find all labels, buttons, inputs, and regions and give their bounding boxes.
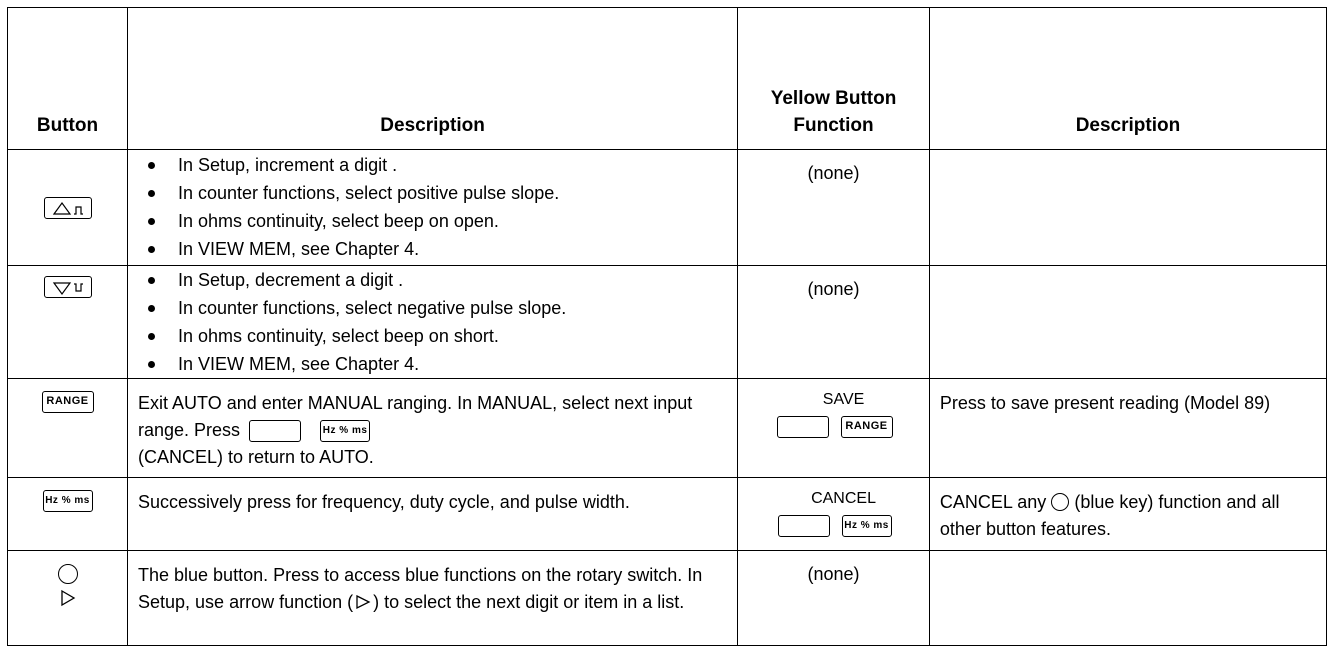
list-item: In Setup, decrement a digit . [138,266,727,294]
list-item: In Setup, increment a digit . [138,151,727,179]
table-row [8,150,1327,266]
header-row [8,8,1327,150]
header-description-2: Description [929,8,1326,150]
header-yellow-line2: Function [793,115,874,136]
yellow-function-cell [738,266,930,379]
button-cell [8,266,128,379]
description-cell: The blue button. Press to access blue functions on the rotary switch. In Setup, use arrow function ( ) to select the next digit or item in a list. [128,551,738,646]
table-row [8,478,1327,551]
list-item: In VIEW MEM, see Chapter 4. [138,350,727,378]
description-2-cell [929,266,1326,379]
description-cell: Successively press for frequency, duty cycle, and pulse width. [128,478,738,551]
range-key-icon: RANGE [841,416,893,438]
yellow-function-text: (none) [807,564,860,584]
header-button: Button [8,8,128,150]
yellow-blank-key-icon [778,515,830,537]
yellow-function-cell [738,379,930,478]
blue-circle-icon [58,564,78,584]
header-description: Description [128,8,738,150]
header-yellow-button-function [738,8,930,150]
hz-percent-ms-key-icon: Hz % ms [320,420,370,442]
range-description: Exit AUTO and enter MANUAL ranging. In MANUAL, select next input range. Press Hz % ms (CANCEL) to return to AUTO. [138,393,693,467]
description-2-cell: Press to save present reading (Model 89) [929,379,1326,478]
table-row [8,551,1327,646]
hz-percent-ms-key-icon: Hz % ms [43,490,93,512]
right-arrow-icon [60,589,76,607]
button-cell [8,551,128,646]
list-item: In ohms continuity, select beep on short. [138,322,727,350]
down-arrow-negative-pulse-key-icon [44,276,92,298]
description-cell [128,266,738,379]
list-item: In VIEW MEM, see Chapter 4. [138,235,727,263]
yellow-function-cell [738,478,930,551]
button-function-table [7,7,1327,646]
right-arrow-icon [355,594,371,610]
description-2-cell: CANCEL any (blue key) function and all other button features. [929,478,1326,551]
range-key-icon: RANGE [42,391,94,413]
button-cell [8,150,128,266]
description-cell [128,150,738,266]
button-cell [8,478,128,551]
yellow-function-label: CANCEL [811,490,876,507]
list-item: In ohms continuity, select beep on open. [138,207,727,235]
description-2-cell [929,150,1326,266]
list-item: In counter functions, select positive pulse slope. [138,179,727,207]
bullet-list [138,266,727,378]
blue-circle-icon [1051,493,1069,511]
blank-key-icon [249,420,301,442]
button-cell [8,379,128,478]
description-2-cell [929,551,1326,646]
yellow-function-cell [738,551,930,646]
up-arrow-positive-pulse-key-icon [44,197,92,219]
yellow-function-label: SAVE [822,391,865,408]
yellow-blank-key-icon [777,416,829,438]
description-cell [128,379,738,478]
yellow-function-cell [738,150,930,266]
table-row [8,379,1327,478]
header-yellow-line1: Yellow Button [770,88,897,109]
yellow-function-text: (none) [807,279,860,299]
bullet-list [138,150,727,263]
hz-percent-ms-key-icon: Hz % ms [842,515,892,537]
list-item: In counter functions, select negative pulse slope. [138,294,727,322]
yellow-function-text: (none) [807,163,860,183]
table-row [8,266,1327,379]
